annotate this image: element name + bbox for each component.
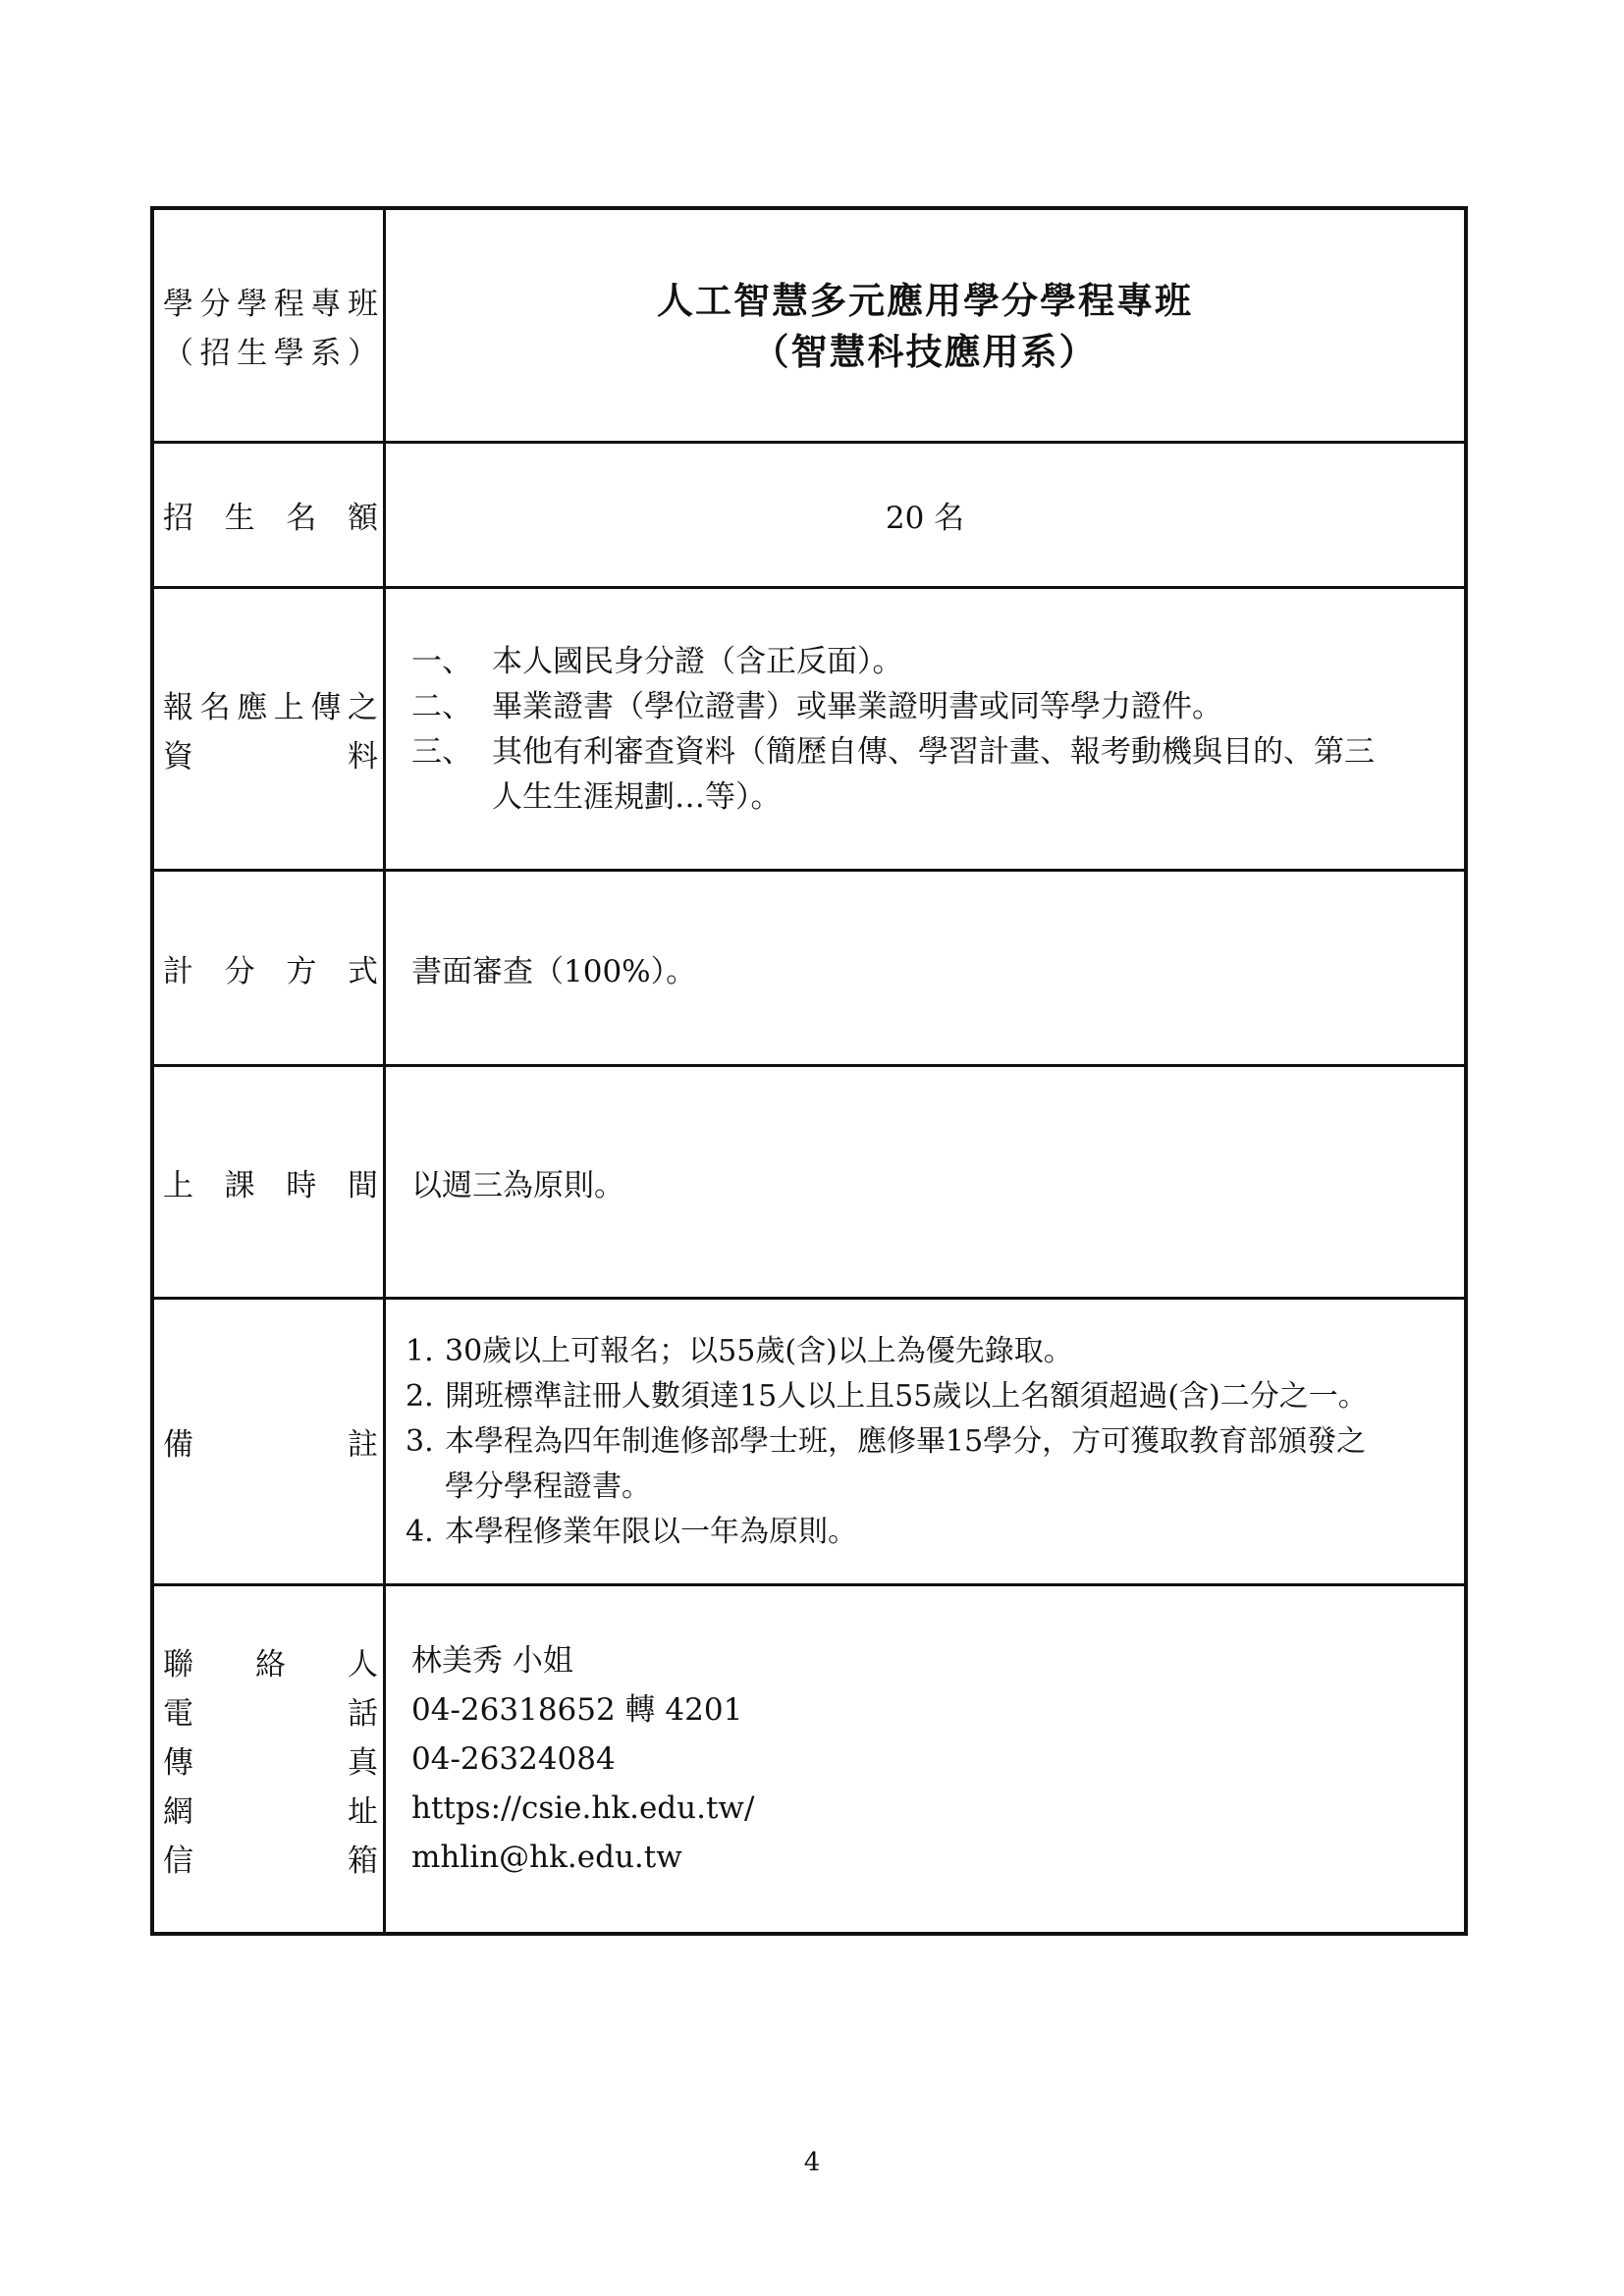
documents-label: [154, 589, 386, 872]
label-char: 生: [237, 336, 268, 371]
list-item: 2. 開班標準註冊人數須達15人以上且55歲以上名額須超過(含)二分之一。: [406, 1378, 1368, 1414]
contact-label-email: 信 箱: [163, 1842, 378, 1879]
label-char: 招: [199, 336, 231, 371]
list-item-continuation: 學分學程證書。: [445, 1468, 651, 1504]
documents-list: [386, 589, 1464, 872]
remarks-list: [386, 1300, 1464, 1586]
list-item: 1. 30歲以上可報名；以55歲(含)以上為優先錄取。: [406, 1333, 1073, 1368]
quota-label: [154, 444, 386, 589]
contact-email-link[interactable]: mhlin@hk.edu.tw: [411, 1840, 682, 1875]
label-char: 名: [286, 501, 317, 536]
label-char: 上: [273, 690, 304, 725]
label-char: 額: [347, 501, 378, 536]
label-char: 式: [347, 953, 378, 989]
label-char: 註: [348, 1427, 378, 1463]
contact-labels: [154, 1586, 386, 1932]
label-char: 備: [163, 1427, 193, 1463]
contact-label-person: 聯 絡 人: [163, 1646, 378, 1682]
program-title-line2: （智慧科技應用系）: [752, 329, 1098, 373]
label-char: 時: [286, 1167, 317, 1203]
label-char: 資: [163, 739, 193, 774]
contact-website-link[interactable]: https://csie.hk.edu.tw/: [411, 1790, 755, 1826]
label-char: 應: [237, 690, 268, 725]
program-label: [154, 210, 386, 444]
schedule-value-text: 以週三為原則。: [411, 1167, 624, 1203]
contact-label-phone: 電 話: [163, 1695, 378, 1732]
contact-label-fax: 傳 真: [163, 1744, 378, 1781]
contact-fax: 04-26324084: [411, 1741, 616, 1777]
label-char: 料: [348, 739, 378, 774]
label-char: 程: [273, 287, 304, 322]
list-item: 一、 本人國民身分證（含正反面）。: [411, 643, 903, 679]
label-char: （: [163, 336, 193, 371]
label-char: 間: [347, 1167, 378, 1203]
label-char: 系: [310, 336, 342, 371]
label-char: 課: [224, 1167, 255, 1203]
label-char: 報: [163, 690, 193, 725]
label-char: 專: [310, 287, 342, 322]
schedule-value: [386, 1067, 1464, 1300]
schedule-label: [154, 1067, 386, 1300]
list-item-continuation: 人生生涯規劃…等）。: [492, 778, 782, 815]
label-char: 生: [224, 501, 255, 536]
list-item: 三、 其他有利審查資料（簡歷自傳、學習計畫、報考動機與目的、第三: [411, 733, 1375, 770]
contact-label-website: 網 址: [163, 1793, 378, 1830]
contact-phone: 04-26318652 轉 4201: [411, 1692, 743, 1728]
label-char: 學: [237, 287, 268, 322]
list-item: 3. 本學程為四年制進修部學士班，應修畢15學分，方可獲取教育部頒發之: [406, 1423, 1367, 1459]
program-title: [386, 210, 1464, 444]
label-char: 傳: [310, 690, 342, 725]
label-char: 學: [163, 287, 193, 322]
remarks-label: [154, 1300, 386, 1586]
quota-value-text: 20 名: [885, 501, 965, 536]
label-char: 計: [163, 953, 193, 989]
label-char: 名: [199, 690, 231, 725]
scoring-value: [386, 872, 1464, 1067]
label-char: 上: [163, 1167, 193, 1203]
label-char: 招: [163, 501, 193, 536]
program-label-line2: [163, 326, 378, 375]
admission-info-table: [150, 206, 1468, 1936]
list-item: 二、 畢業證書（學位證書）或畢業證明書或同等學力證件。: [411, 688, 1222, 724]
scoring-label: [154, 872, 386, 1067]
scoring-value-text: 書面審查（100%）。: [411, 953, 697, 989]
contact-values: [386, 1586, 1464, 1932]
label-char: 方: [286, 953, 317, 989]
label-char: 之: [347, 690, 378, 725]
page-number: 4: [803, 2148, 821, 2177]
label-char: 分: [224, 953, 255, 989]
quota-value: [386, 444, 1464, 589]
contact-person: 林美秀 小姐: [411, 1643, 573, 1679]
label-char: 分: [199, 287, 231, 322]
label-char: ）: [347, 336, 378, 371]
label-char: 學: [273, 336, 304, 371]
program-label-line1: [163, 277, 378, 326]
label-char: 班: [347, 287, 378, 322]
list-item: 4. 本學程修業年限以一年為原則。: [406, 1514, 857, 1549]
program-title-line1: 人工智慧多元應用學分學程專班: [657, 278, 1193, 322]
